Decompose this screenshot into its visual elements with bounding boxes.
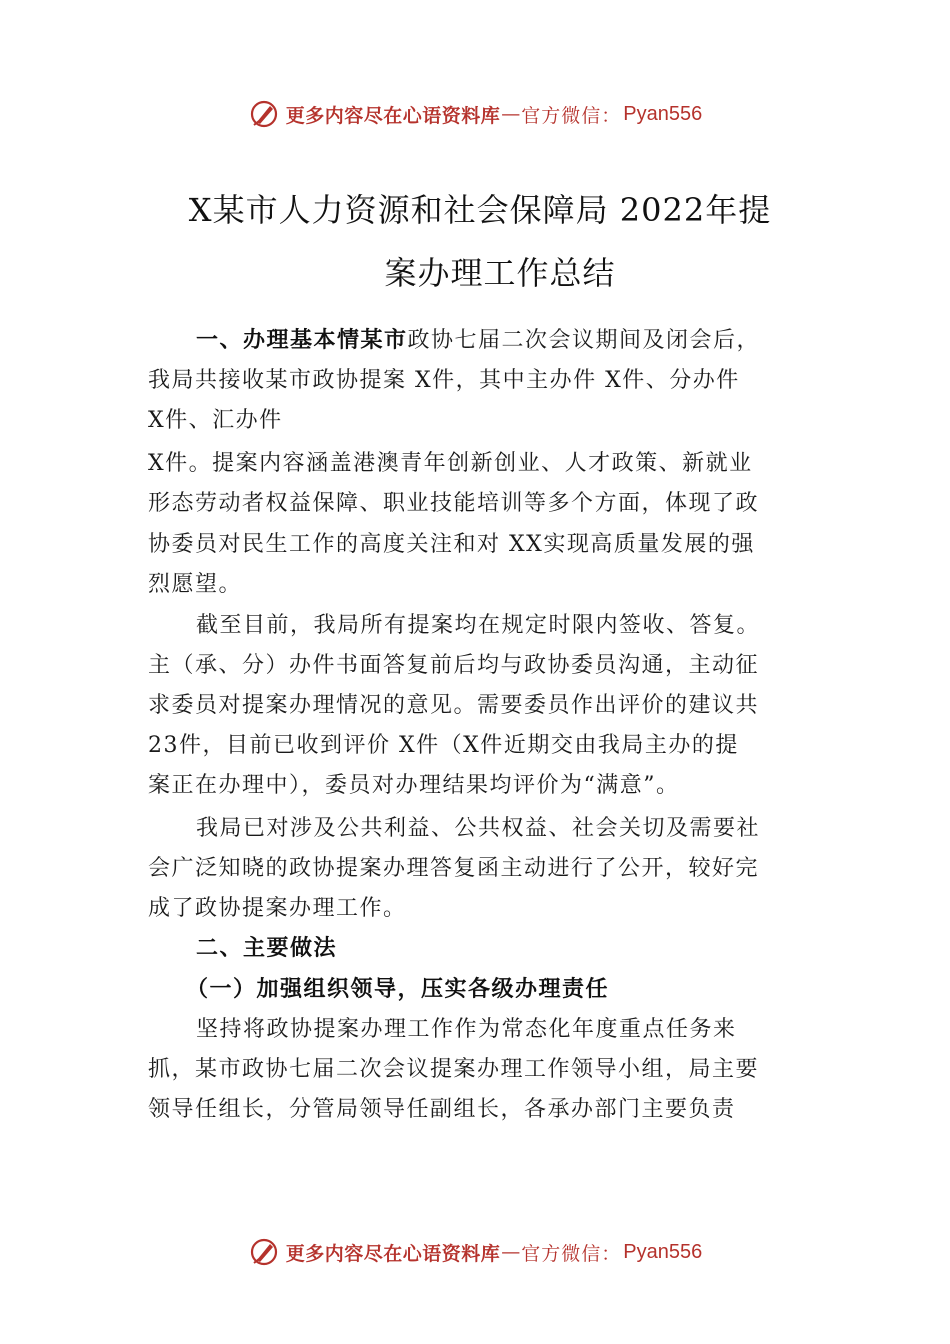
- document-title-line-2: 案办理工作总结: [384, 254, 616, 292]
- paragraph-1-line-3: X件、汇办件: [148, 408, 283, 433]
- paragraph-3-line-1: 我局已对涉及公共利益、公共权益、社会关切及需要社: [196, 816, 761, 841]
- watermark-separator: —: [501, 103, 521, 125]
- paragraph-1-line-5: 形态劳动者权益保障、职业技能培训等多个方面，体现了政: [148, 491, 760, 516]
- section-2-heading: 二、主要做法: [196, 936, 338, 961]
- paragraph-3-line-3: 成了政协提案办理工作。: [148, 896, 407, 921]
- paragraph-4-line-3: 领导任组长，分管局领导任副组长，各承办部门主要负责: [148, 1097, 736, 1122]
- paragraph-2-line-4: 23件，目前已收到评价 X件（X件近期交由我局主办的提: [148, 733, 739, 758]
- watermark-official-label: 官方微信：: [521, 1242, 622, 1265]
- watermark-bottom: [0, 1232, 950, 1272]
- watermark-wechat-id: Pyan556: [623, 1240, 703, 1263]
- paragraph-2-line-3: 求委员对提案办理情况的意见。需要委员作出评价的建议共: [148, 693, 760, 718]
- watermark-brand: 更多内容尽在心语资料库: [285, 1242, 501, 1265]
- feather-pen-logo-icon: [248, 98, 280, 130]
- paragraph-1-line-2: 我局共接收某市政协提案 X件，其中主办件 X件、分办件: [148, 368, 740, 393]
- paragraph-1-line-4: X件。提案内容涵盖港澳青年创新创业、人才政策、新就业: [148, 451, 753, 476]
- paragraph-4-line-1: 坚持将政协提案办理工作作为常态化年度重点任务来: [196, 1017, 737, 1042]
- watermark-brand: 更多内容尽在心语资料库: [285, 104, 501, 127]
- section-1-heading: 一、办理基本情某市: [196, 328, 408, 353]
- subsection-1-heading: （一）加强组织领导，压实各级办理责任: [186, 977, 610, 1002]
- paragraph-2-line-5: 案正在办理中），委员对办理结果均评价为“满意”。: [148, 773, 680, 798]
- watermark-top: [0, 94, 950, 134]
- paragraph-3-line-2: 会广泛知晓的政协提案办理答复函主动进行了公开，较好完: [148, 856, 760, 881]
- watermark-separator: —: [501, 1241, 521, 1263]
- paragraph-1-line-6: 协委员对民生工作的高度关注和对 XX实现高质量发展的强: [148, 532, 755, 557]
- feather-pen-logo-icon: [248, 1236, 280, 1268]
- paragraph-1-line-7: 烈愿望。: [148, 572, 243, 597]
- watermark-official-label: 官方微信：: [521, 104, 622, 127]
- paragraph-1-text-start: 政协七届二次会议期间及闭会后，: [407, 328, 761, 353]
- document-title-line-1: X某市人力资源和社会保障局 2022年提: [188, 191, 772, 229]
- paragraph-2-line-2: 主（承、分）办件书面答复前后均与政协委员沟通，主动征: [148, 653, 760, 678]
- paragraph-4-line-2: 抓，某市政协七届二次会议提案办理工作领导小组，局主要: [148, 1057, 760, 1082]
- watermark-wechat-id: Pyan556: [623, 102, 703, 125]
- paragraph-1-line-1: [196, 326, 866, 356]
- paragraph-2-line-1: 截至目前，我局所有提案均在规定时限内签收、答复。: [196, 613, 761, 638]
